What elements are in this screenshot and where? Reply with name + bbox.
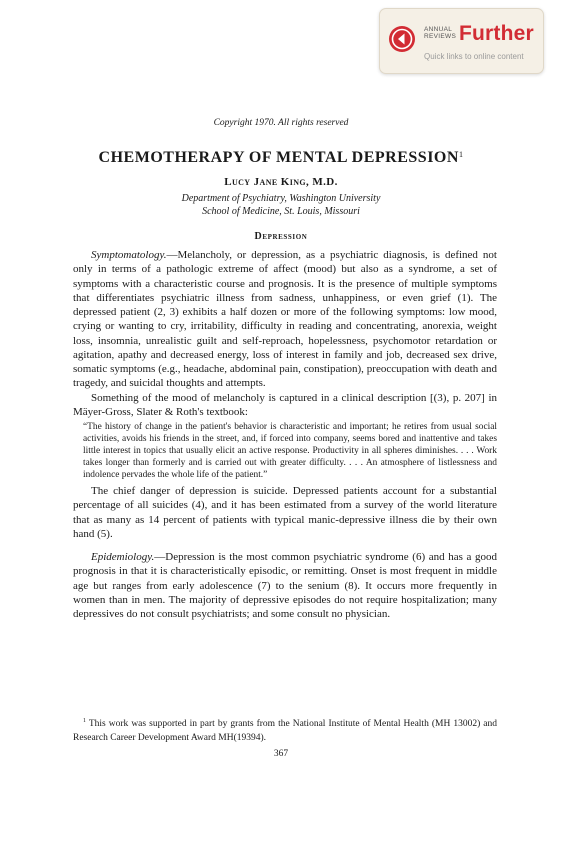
affiliation-line-2: School of Medicine, St. Louis, Missouri: [202, 205, 360, 217]
annual-reviews-logo-text: ANNUAL REVIEWS: [424, 26, 457, 40]
runin-heading-epidemiology: Epidemiology.: [91, 551, 155, 563]
affiliation-line-1: Department of Psychiatry, Washington University: [181, 193, 381, 204]
paragraph-text: —Melancholy, or depression, as a psychiatric diagnosis, is defined not only in terms of a pathologic extreme of affect (mood) but also as a syndrome, a set of symptoms with a characteristic course and prognosis. It is the presence of multiple symptoms that differentiates psychiatric illness from sadness, unhappiness, or even grief (1). The depressed patient (2, 3) exhibits a half dozen or more of the following symptoms: low mood, crying or wanting to cry, irritability, difficulty in reading and concentrating, anorexia, weight loss, insomnia, unrealistic guilt and self-reproach, hopelessness, psychomotor retardation or agitation, apathy and decreased energy, loss of interest in family and job, decreased sex drive, somatic symptoms (e.g., headache, abdominal pain, constipation), preoccupation with death and tragedy, and suicidal thoughts and attempts.: [73, 249, 497, 390]
block-quote: “The history of change in the patient's behavior is characteristic and important; he retires from usual social activities, avoids his friends in the street, and, if forced into company, seems bored and inattentive and takes little interest in topics that usually elicit an active response. Productivity in all spheres diminishes. . . . Work takes longer than formerly and is carried out with greater difficulty. . . . An atmosphere of listlessness and indolence pervades the whole life of the patient.”: [83, 422, 497, 480]
paragraph-epidemiology: [73, 550, 497, 621]
footnote-text: This work was supported in part by grants from the National Institute of Mental Health (MH 13002) and Research Career Development Award MH(19394).: [73, 719, 497, 743]
further-badge[interactable]: [379, 8, 544, 74]
article-title: [0, 149, 562, 167]
footnote-mark: 1: [83, 718, 86, 724]
section-heading: Depression: [254, 231, 308, 242]
further-subtitle: Quick links to online content: [424, 52, 524, 61]
further-label: Further: [459, 22, 534, 45]
paragraph-suicide: The chief danger of depression is suicide. Depressed patients account for a substantial percentage of all suicides (4), and it has been estimated from a survey of the world literature that as many as 14 percent of patients with typical manic-depressive illness die by their own hand (5).: [73, 485, 497, 540]
affiliation: [0, 193, 562, 218]
paragraph-symptomatology: [73, 248, 497, 391]
body-text: [73, 248, 497, 621]
runin-heading-symptomatology: Symptomatology.: [91, 249, 167, 261]
play-arrow-icon: [388, 25, 416, 53]
paragraph-text: —Depression is the most common psychiatric syndrome (6) and has a good prognosis in that it is characteristically episodic, or remitting. Onset is most frequent in middle age but ranges from early adolescence (7) to the senium (8). It occurs more frequently in women than in men. The majority of depressive episodes do not require hospitalization; many depressives do not consult psychiatrists; and some consult no physician.: [73, 551, 497, 620]
article-title-text: CHEMOTHERAPY OF MENTAL DEPRESSION: [98, 149, 459, 166]
title-footnote-mark[interactable]: 1: [458, 150, 464, 159]
author-name: Lucy Jane King, M.D.: [224, 176, 338, 188]
footnote: [73, 715, 497, 745]
copyright-notice: Copyright 1970. All rights reserved: [213, 118, 349, 128]
page-number: 367: [273, 749, 289, 759]
paragraph-clinical-description: Something of the mood of melancholy is captured in a clinical description [(3), p. 207] in Mäyer-Gross, Slater & Roth's textbook:: [73, 391, 497, 418]
